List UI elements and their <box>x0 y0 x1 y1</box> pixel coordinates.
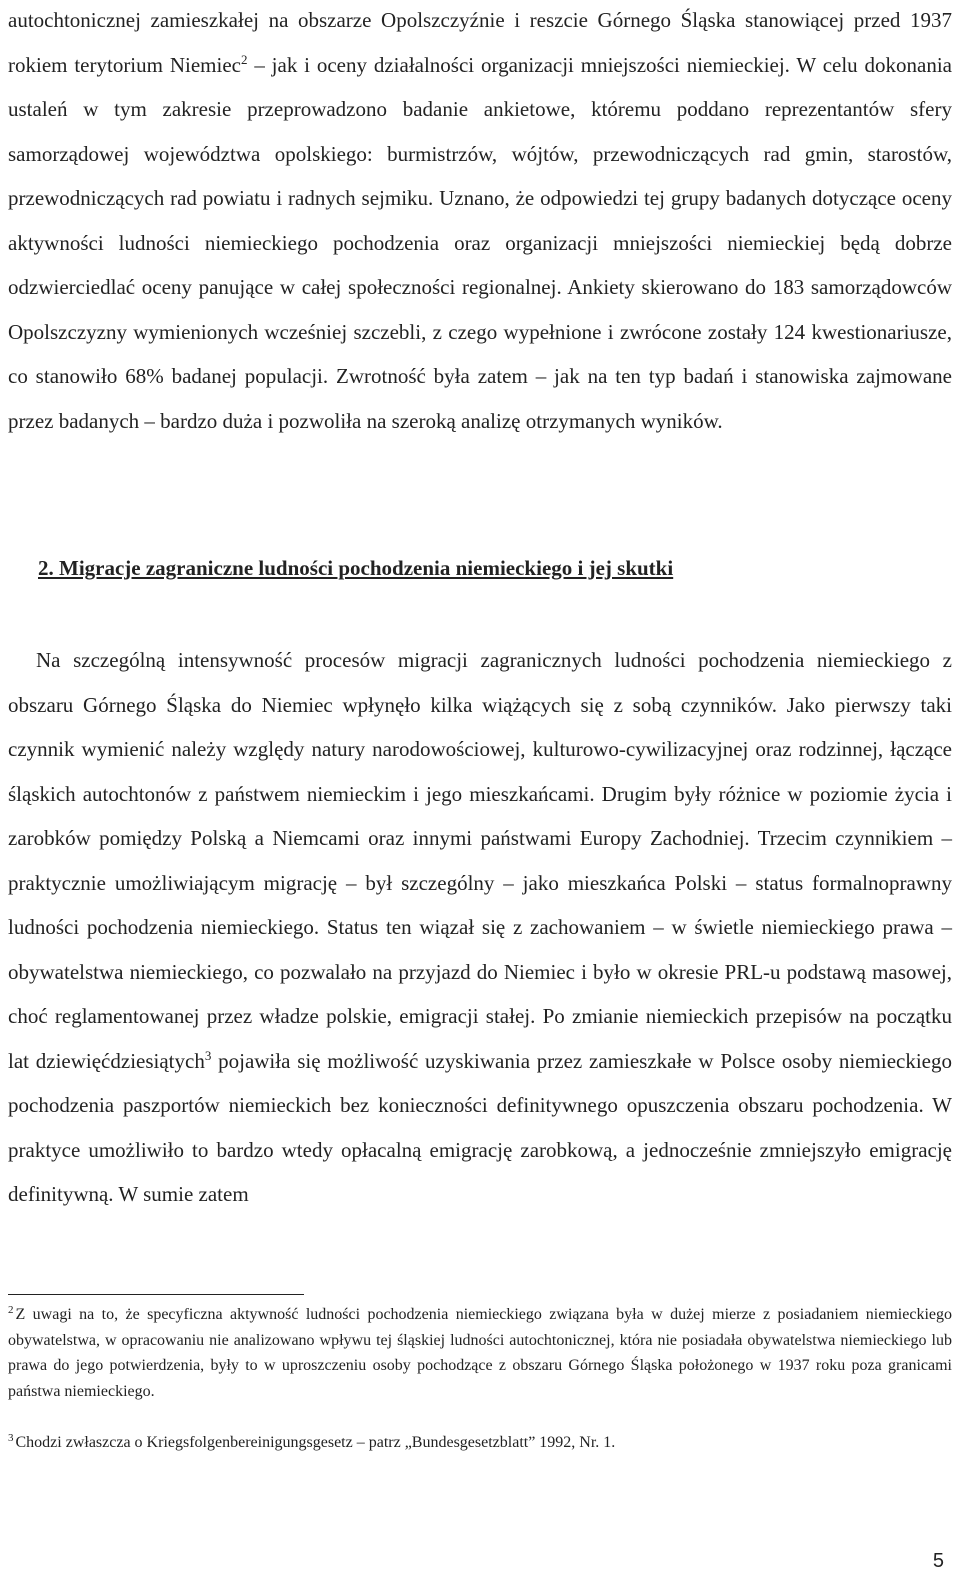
footnote-separator <box>8 1294 304 1295</box>
paragraph-1-text-a: autochtonicznej zamieszkałej na obszarze Opolszczyźnie i reszcie Górnego Śląska stanowiącej przed 1937 rokiem terytorium Niemiec <box>8 8 952 77</box>
body-paragraph-1 <box>8 0 952 443</box>
footnote-2-text: Z uwagi na to, że specyficzna aktywność ludności pochodzenia niemieckiego związana była w dużej mierze z posiadaniem niemieckiego obywatelstwa, w opracowaniu nie analizowano wpływu tej śląskiej ludności autochtonicznej, która nie posiadała obywatelstwa niemieckiego lub prawa do jego potwierdzenia, były to w uproszczeniu osoby pochodzące z obszaru Górnego Śląska położonego w 1937 roku poza granicami państwa niemieckiego. <box>8 1306 952 1400</box>
footnote-2 <box>8 1302 952 1404</box>
footnote-3 <box>8 1430 952 1456</box>
footnote-2-mark: 2 <box>8 1303 14 1316</box>
footnote-ref-2[interactable]: 2 <box>240 51 248 67</box>
footnote-3-mark: 3 <box>8 1431 14 1444</box>
page-number: 5 <box>932 1550 944 1572</box>
paragraph-2-text-a: Na szczególną intensywność procesów migracji zagranicznych ludności pochodzenia niemieckiego z obszaru Górnego Śląska do Niemiec wpłynęło kilka wiążących się z sobą czynników. Jako pierwszy taki czynnik wymienić należy względy natury narodowościowej, kulturowo-cywilizacyjnej oraz rodzinnej, łączące śląskich autochtonów z państwem niemieckim i jego mieszkańcami. Drugim były różnice w poziomie życia i zarobków pomiędzy Polską a Niemcami oraz innymi państwami Europy Zachodniej. Trzecim czynnikiem – praktycznie umożliwiającym migrację – był szczególny – jako mieszkańca Polski – status formalnoprawny ludności pochodzenia niemieckiego. Status ten wiązał się z zachowaniem – w świetle niemieckiego prawa – obywatelstwa niemieckiego, co pozwalało na przyjazd do Niemiec i było w okresie PRL-u podstawą masowej, choć reglamentowanej przez władze polskie, emigracji stałej. Po zmianie niemieckich przepisów na początku lat dziewięćdziesiątych <box>8 648 952 1073</box>
footnote-3-text: Chodzi zwłaszcza o Kriegsfolgenbereinigungsgesetz – patrz „Bundesgesetzblatt” 1992, Nr. 1. <box>15 1434 616 1451</box>
paragraph-1-text-b: – jak i oceny działalności organizacji mniejszości niemieckiej. W celu dokonania ustaleń w tym zakresie przeprowadzono badanie ankietowe, któremu poddano reprezentantów sfery samorządowej województwa opolskiego: burmistrzów, wójtów, przewodniczących rad gmin, starostów, przewodniczących rad powiatu i radnych sejmiku. Uznano, że odpowiedzi tej grupy badanych dotyczące oceny aktywności ludności niemieckiego pochodzenia oraz organizacji mniejszości niemieckiej będą dobrze odzwierciedlać oceny panujące w całej społeczności regionalnej. Ankiety skierowano do 183 samorządowców Opolszczyzny wymienionych wcześniej szczebli, z czego wypełnione i zwrócone zostały 124 kwestionariusze, co stanowiło 68% badanej populacji. Zwrotność była zatem – jak na ten typ badań i stanowiska zajmowane przez badanych – bardzo duża i pozwoliła na szeroką analizę otrzymanych wyników. <box>8 52 952 433</box>
paragraph-2-text-b: pojawiła się możliwość uzyskiwania przez zamieszkałe w Polsce osoby niemieckiego pochodzenia paszportów niemieckich bez konieczności definitywnego opuszczenia obszaru pochodzenia. W praktyce umożliwiło to bardzo wtedy opłacalną emigrację zarobkową, a jednocześnie zmniejszyło emigrację definitywną. W sumie zatem <box>8 1048 952 1206</box>
body-paragraph-2 <box>8 638 952 1217</box>
footnote-ref-3[interactable]: 3 <box>204 1047 212 1063</box>
section-heading: 2. Migracje zagraniczne ludności pochodzenia niemieckiego i jej skutki <box>38 556 674 580</box>
